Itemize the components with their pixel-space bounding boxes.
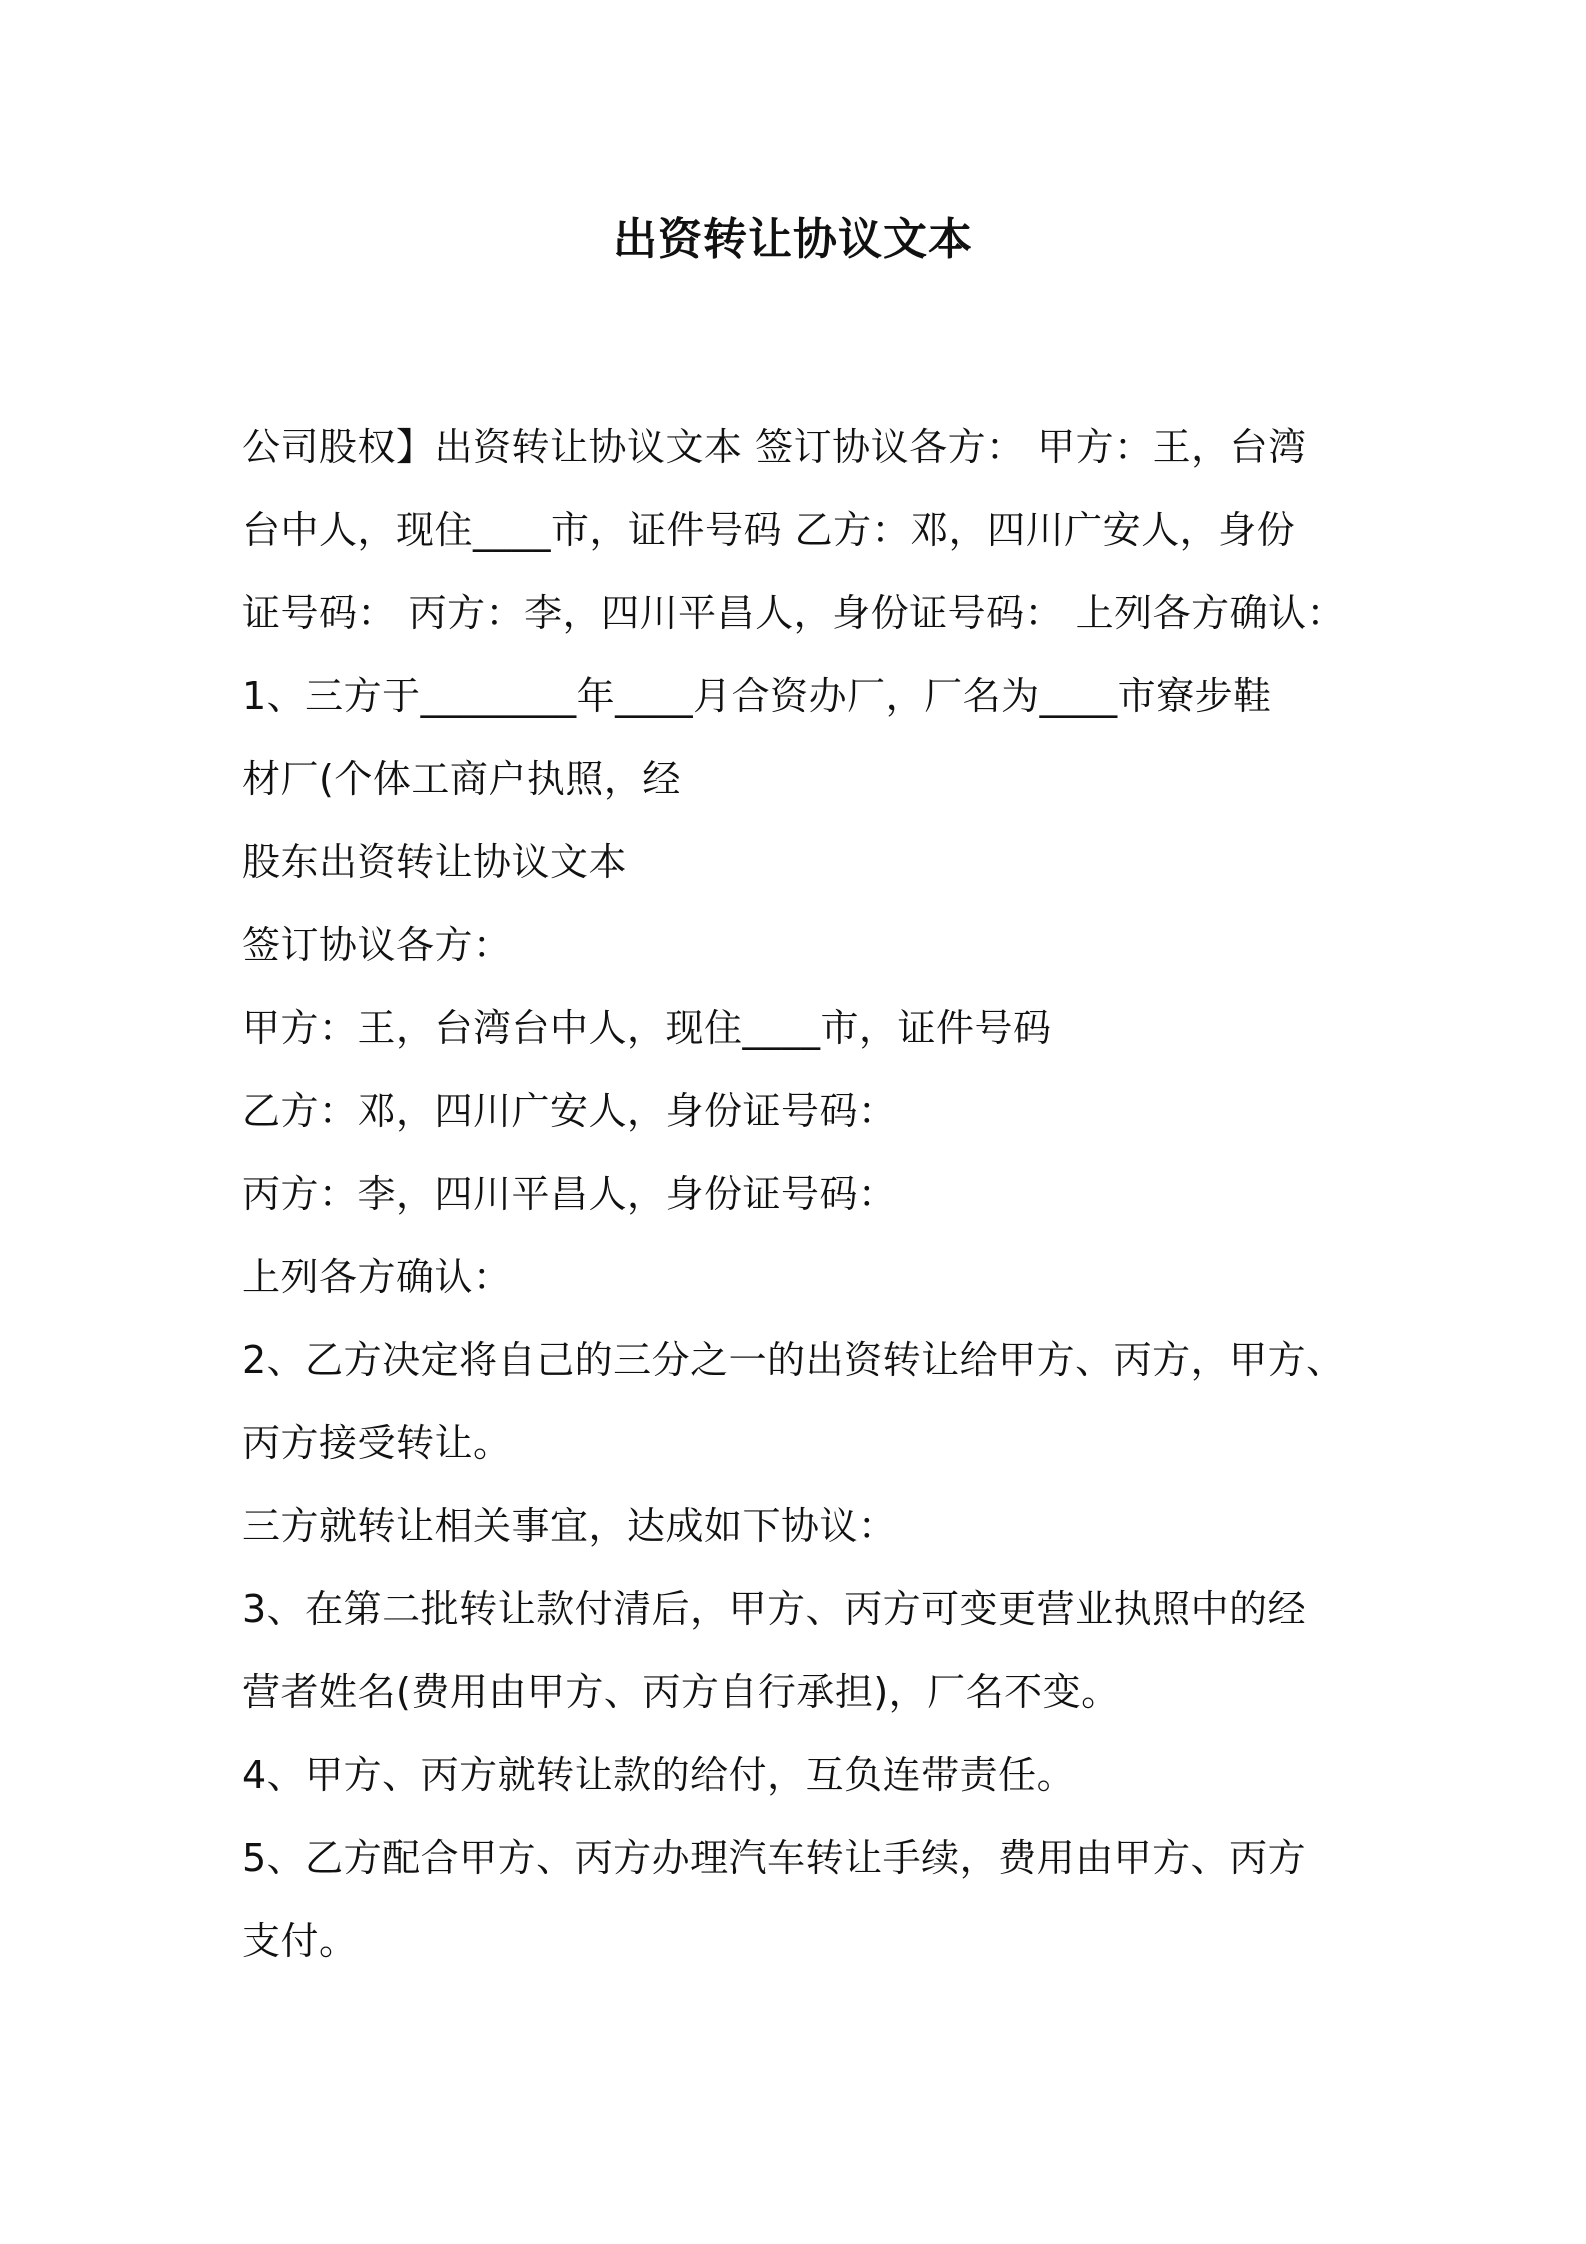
body-line: 甲方：王，台湾台中人，现住____市，证件号码: [242, 1006, 1052, 1050]
body-line: 3、在第二批转让款付清后，甲方、丙方可变更营业执照中的经: [242, 1587, 1307, 1631]
body-line: 股东出资转让协议文本: [242, 840, 628, 884]
body-line: 公司股权】出资转让协议文本 签订协议各方： 甲方：王，台湾: [242, 425, 1307, 469]
body-line: 三方就转让相关事宜，达成如下协议：: [242, 1504, 897, 1548]
body-line: 材厂(个体工商户执照，经: [242, 757, 681, 801]
body-line: 证号码： 丙方：李，四川平昌人，身份证号码： 上列各方确认：: [242, 591, 1346, 635]
document-body: [242, 406, 1362, 1983]
body-line: 上列各方确认：: [242, 1255, 512, 1299]
body-line: 5、乙方配合甲方、丙方办理汽车转让手续，费用由甲方、丙方: [242, 1836, 1307, 1880]
body-line: 4、甲方、丙方就转让款的给付，互负连带责任。: [242, 1753, 1076, 1797]
body-line: 丙方接受转让。: [242, 1421, 512, 1465]
body-line: 2、乙方决定将自己的三分之一的出资转让给甲方、丙方，甲方、: [242, 1338, 1345, 1382]
document-title: 出资转让协议文本: [613, 214, 973, 265]
body-line: 签订协议各方：: [242, 923, 512, 967]
body-line: 丙方：李，四川平昌人，身份证号码：: [242, 1172, 897, 1216]
body-line: 1、三方于________年____月合资办厂，厂名为____市寮步鞋: [242, 674, 1272, 718]
body-line: 营者姓名(费用由甲方、丙方自行承担)，厂名不变。: [242, 1670, 1120, 1714]
body-line: 台中人，现住____市，证件号码 乙方：邓，四川广安人，身份: [242, 508, 1296, 552]
body-line: 支付。: [242, 1919, 358, 1963]
body-line: 乙方：邓，四川广安人，身份证号码：: [242, 1089, 897, 1133]
